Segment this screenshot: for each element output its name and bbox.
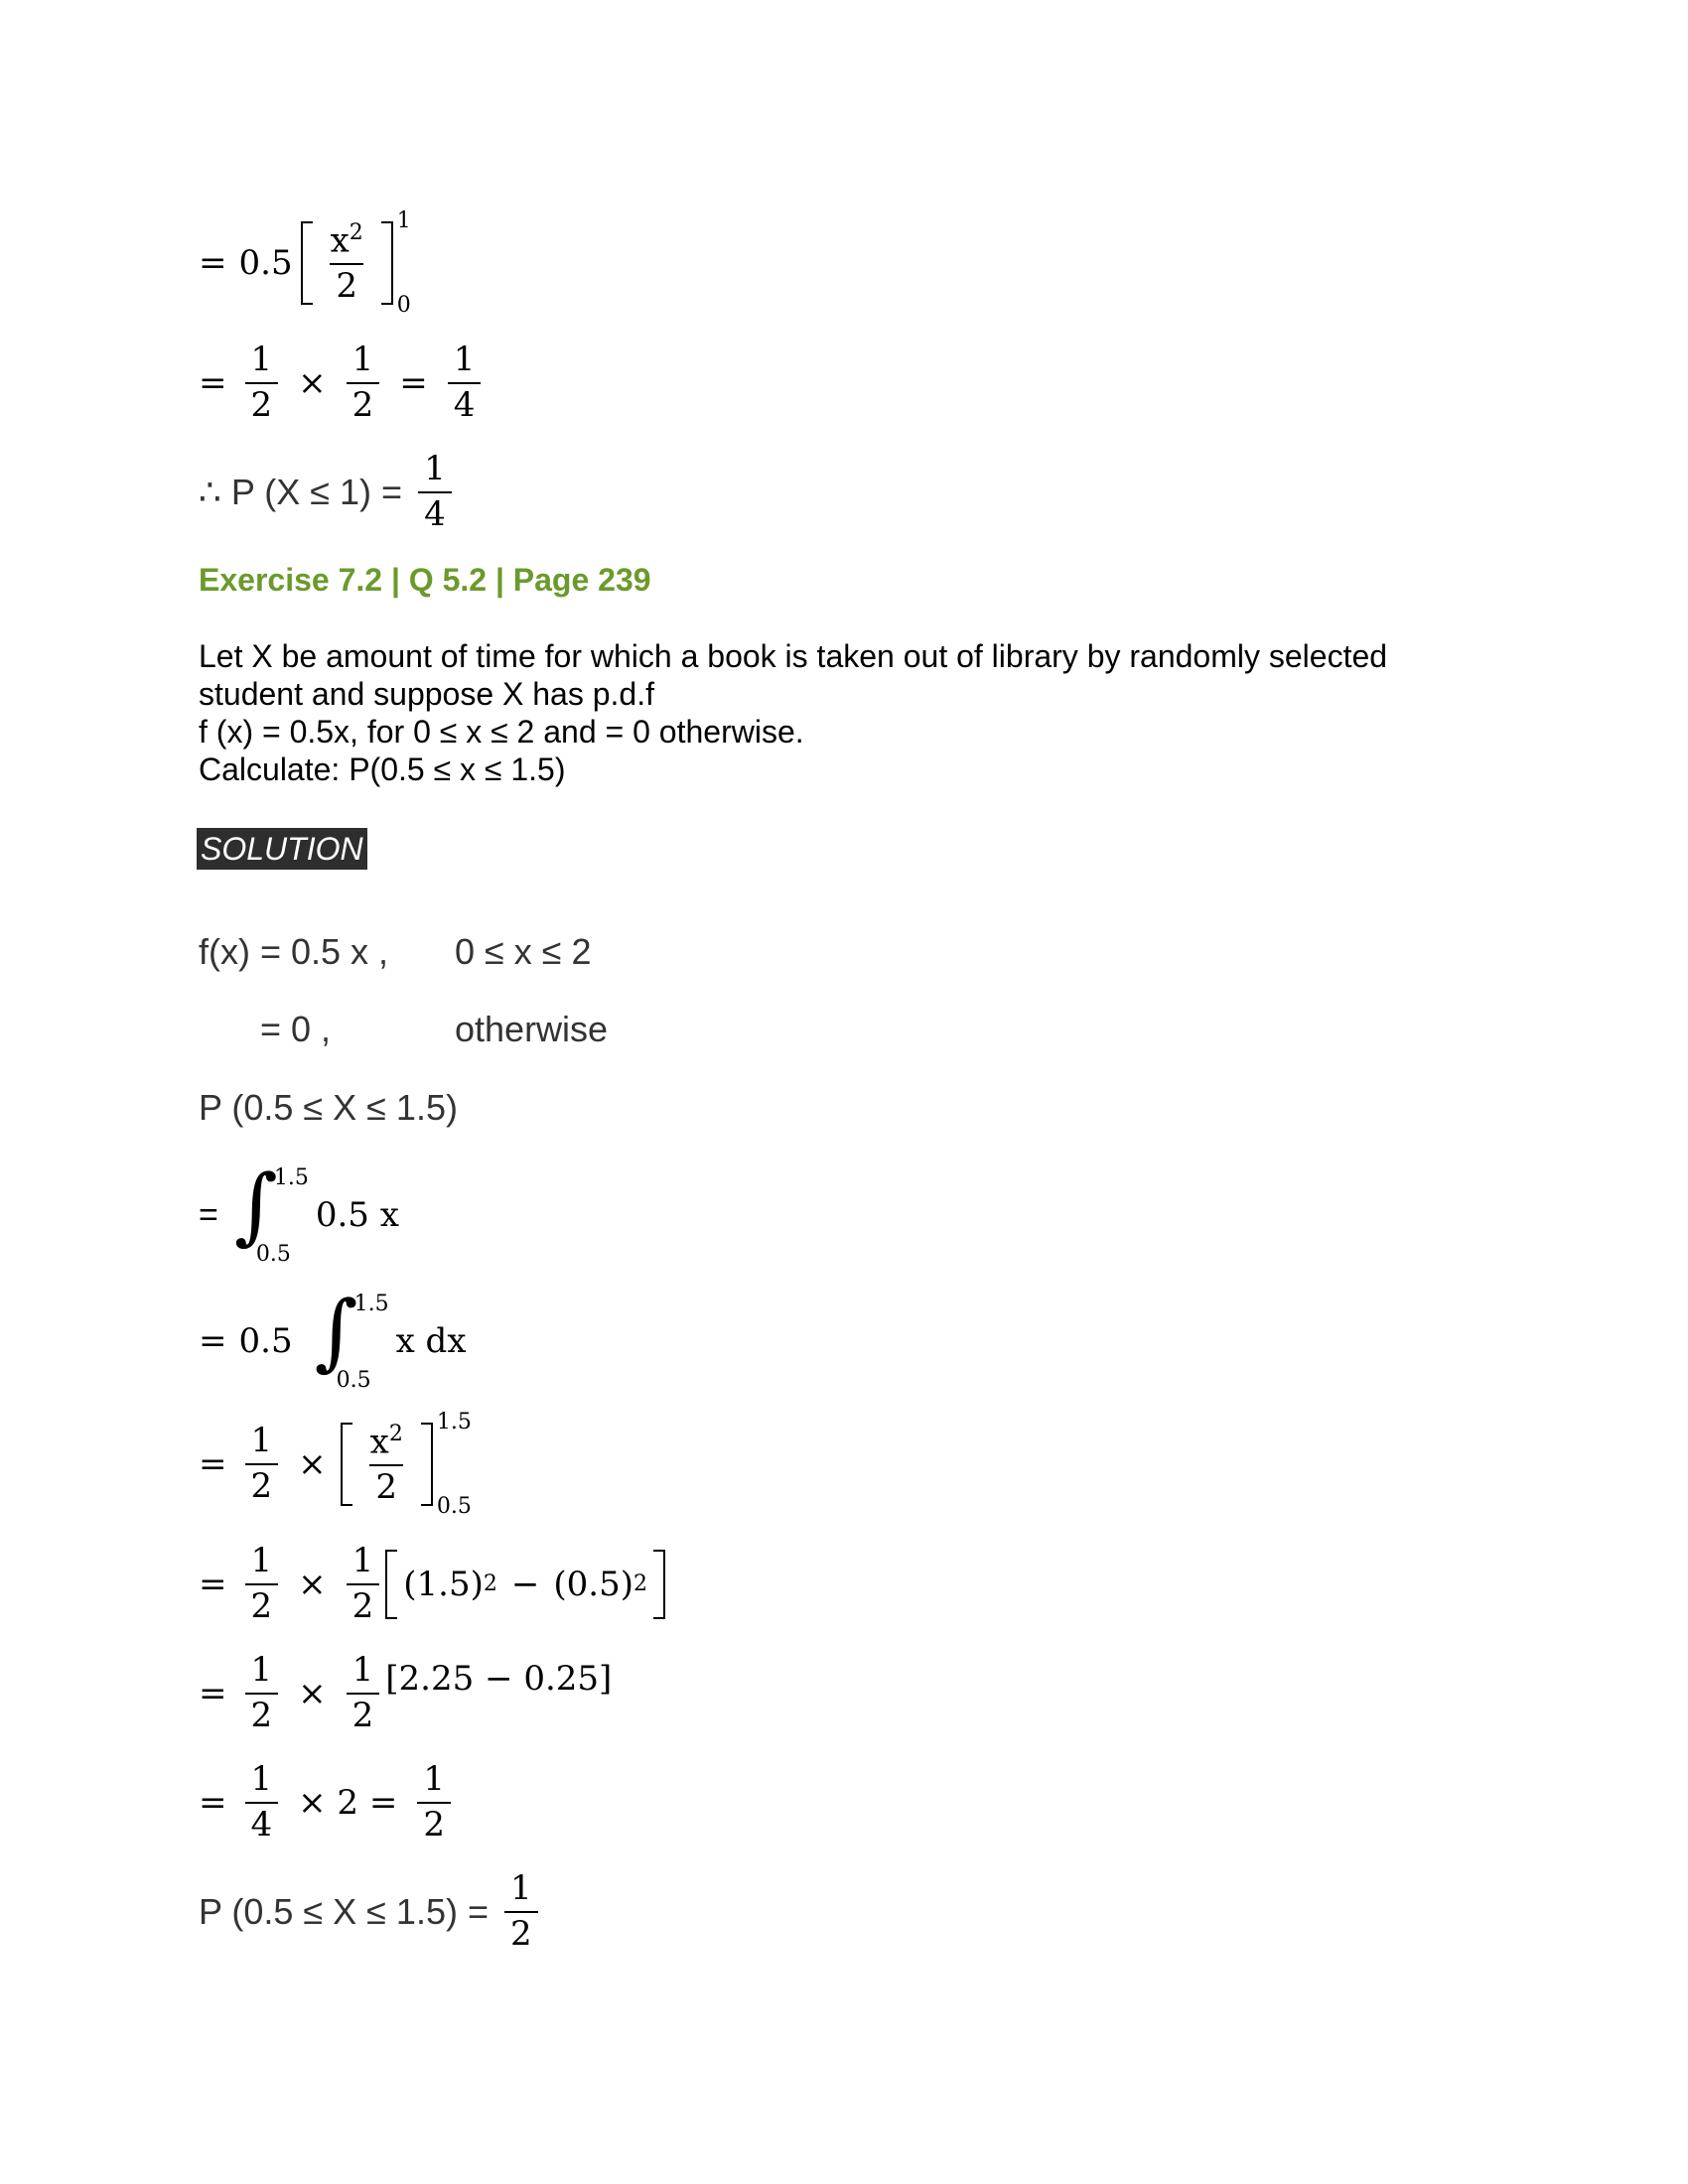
upper-limit: 1.5 bbox=[273, 1165, 309, 1190]
question-line: Let X be amount of time for which a book is taken out of library by randomly selected bbox=[199, 638, 1388, 674]
equals-sign: = bbox=[199, 1564, 227, 1604]
times-sign: × bbox=[298, 1673, 327, 1713]
numerator: 1 bbox=[250, 340, 273, 379]
integral-icon: ∫ bbox=[314, 1283, 358, 1380]
left-bracket bbox=[341, 1423, 352, 1506]
equals-sign: = bbox=[199, 1195, 218, 1234]
fraction bbox=[325, 221, 369, 305]
numerator: 1 bbox=[423, 1759, 446, 1799]
solution-label: SOLUTION bbox=[197, 828, 367, 870]
times-sign: × bbox=[298, 362, 327, 403]
fraction bbox=[418, 449, 452, 534]
eq-line-3 bbox=[199, 449, 458, 534]
fraction bbox=[347, 1541, 380, 1626]
numerator: 1 bbox=[352, 1650, 374, 1690]
upper-limit: 1.5 bbox=[436, 1410, 472, 1434]
numerator: 1 bbox=[352, 1541, 374, 1580]
right-bracket bbox=[653, 1550, 665, 1619]
fraction bbox=[245, 1759, 279, 1844]
def-line-2 bbox=[199, 1009, 608, 1050]
step-6 bbox=[199, 1759, 457, 1844]
numerator: 1 bbox=[250, 1421, 273, 1461]
equals-sign: = bbox=[399, 362, 428, 403]
question-text bbox=[199, 637, 1489, 788]
integral-sign bbox=[314, 1283, 389, 1393]
question-line: f (x) = 0.5x, for 0 ≤ x ≤ 2 and = 0 otherwise. bbox=[199, 714, 804, 750]
lower-limit: 0.5 bbox=[255, 1242, 291, 1267]
step-1 bbox=[199, 1157, 399, 1267]
exercise-heading: Exercise 7.2 | Q 5.2 | Page 239 bbox=[199, 562, 651, 598]
times-two: × 2 = bbox=[298, 1782, 398, 1823]
eq-line-2 bbox=[199, 342, 487, 423]
integrand: x dx bbox=[395, 1321, 467, 1361]
lower-limit: 0 bbox=[396, 293, 411, 318]
fraction bbox=[347, 342, 380, 423]
denominator: 2 bbox=[245, 1463, 279, 1505]
prob-text: P (0.5 ≤ X ≤ 1.5) bbox=[199, 1087, 458, 1128]
step-4 bbox=[199, 1541, 665, 1626]
limits bbox=[397, 208, 411, 318]
exponent: 2 bbox=[633, 1571, 647, 1597]
exponent: 2 bbox=[483, 1571, 497, 1597]
equals-sign: = bbox=[199, 1444, 227, 1484]
bracket-term: [2.25 − 0.25] bbox=[385, 1658, 613, 1699]
lower-limit: 0.5 bbox=[336, 1368, 371, 1393]
numerator: 1 bbox=[250, 1759, 273, 1799]
eq-line-1 bbox=[199, 208, 411, 318]
numerator: 1 bbox=[510, 1868, 532, 1908]
fraction bbox=[245, 1650, 279, 1735]
def-left: = 0 , bbox=[260, 1009, 332, 1049]
equals-sign: = bbox=[199, 1782, 227, 1823]
def-right: 0 ≤ x ≤ 2 bbox=[455, 931, 592, 972]
coefficient: 0.5 bbox=[238, 1321, 293, 1361]
equals-sign: = bbox=[199, 243, 227, 283]
denominator: 2 bbox=[347, 1583, 380, 1625]
denominator: 4 bbox=[448, 382, 482, 424]
numerator: 1 bbox=[352, 340, 374, 379]
fraction bbox=[245, 342, 279, 423]
step-3 bbox=[199, 1410, 472, 1519]
bracket-expression bbox=[385, 1550, 665, 1619]
fraction bbox=[245, 1421, 279, 1506]
minus-sign: − bbox=[510, 1564, 540, 1604]
step-2 bbox=[199, 1283, 467, 1393]
times-sign: × bbox=[298, 1564, 327, 1604]
def-left: f(x) = 0.5 x , bbox=[199, 931, 389, 972]
coefficient: 0.5 bbox=[238, 243, 293, 283]
denominator: 2 bbox=[245, 382, 279, 424]
bracket-expression bbox=[341, 1423, 433, 1506]
fraction bbox=[347, 1650, 380, 1735]
denominator: 4 bbox=[245, 1802, 279, 1843]
numerator: 1 bbox=[250, 1650, 273, 1690]
def-line-1 bbox=[199, 931, 592, 973]
denominator: 2 bbox=[245, 1693, 279, 1734]
question-line: student and suppose X has p.d.f bbox=[199, 676, 654, 712]
times-sign: × bbox=[298, 1444, 327, 1484]
denominator: 2 bbox=[245, 1583, 279, 1625]
equals-sign: = bbox=[199, 1673, 227, 1713]
exponent: 2 bbox=[349, 220, 363, 246]
final-prob: P (0.5 ≤ X ≤ 1.5) = bbox=[199, 1890, 489, 1932]
upper-limit: 1 bbox=[396, 208, 411, 233]
numerator: x bbox=[330, 220, 350, 261]
integral-sign bbox=[233, 1157, 309, 1267]
lower-limit: 0.5 bbox=[436, 1494, 472, 1519]
upper-limit: 1.5 bbox=[353, 1292, 389, 1316]
fraction bbox=[504, 1868, 538, 1954]
right-bracket bbox=[421, 1423, 433, 1506]
denominator: 2 bbox=[347, 1693, 380, 1734]
def-right: otherwise bbox=[455, 1009, 609, 1049]
prob-statement: ∴ P (X ≤ 1) = bbox=[199, 471, 403, 512]
integrand: 0.5 x bbox=[315, 1195, 399, 1235]
bracket-expression bbox=[301, 221, 393, 305]
step-5 bbox=[199, 1650, 613, 1735]
numerator: 1 bbox=[250, 1541, 273, 1580]
denominator: 2 bbox=[417, 1802, 451, 1843]
equals-sign: = bbox=[199, 1321, 227, 1361]
left-bracket bbox=[385, 1550, 397, 1619]
denominator: 2 bbox=[504, 1911, 538, 1953]
numerator: 1 bbox=[424, 449, 446, 488]
denominator: 2 bbox=[369, 1464, 403, 1506]
question-line: Calculate: P(0.5 ≤ x ≤ 1.5) bbox=[199, 751, 566, 787]
denominator: 4 bbox=[418, 491, 452, 533]
denominator: 2 bbox=[347, 382, 380, 424]
term-a: (1.5) bbox=[403, 1564, 484, 1604]
numerator: 1 bbox=[453, 340, 476, 379]
denominator: 2 bbox=[330, 263, 363, 305]
fraction bbox=[417, 1759, 451, 1844]
numerator: x bbox=[369, 1422, 389, 1462]
fraction bbox=[245, 1541, 279, 1626]
term-b: (0.5) bbox=[553, 1564, 633, 1604]
final-answer bbox=[199, 1868, 544, 1954]
limits bbox=[437, 1410, 472, 1519]
integral-icon: ∫ bbox=[233, 1157, 278, 1254]
fraction bbox=[448, 342, 482, 423]
fraction bbox=[364, 1423, 409, 1506]
exponent: 2 bbox=[388, 1422, 403, 1447]
prob-line bbox=[199, 1087, 458, 1129]
right-bracket bbox=[381, 221, 393, 305]
equals-sign: = bbox=[199, 362, 227, 403]
left-bracket bbox=[301, 221, 313, 305]
